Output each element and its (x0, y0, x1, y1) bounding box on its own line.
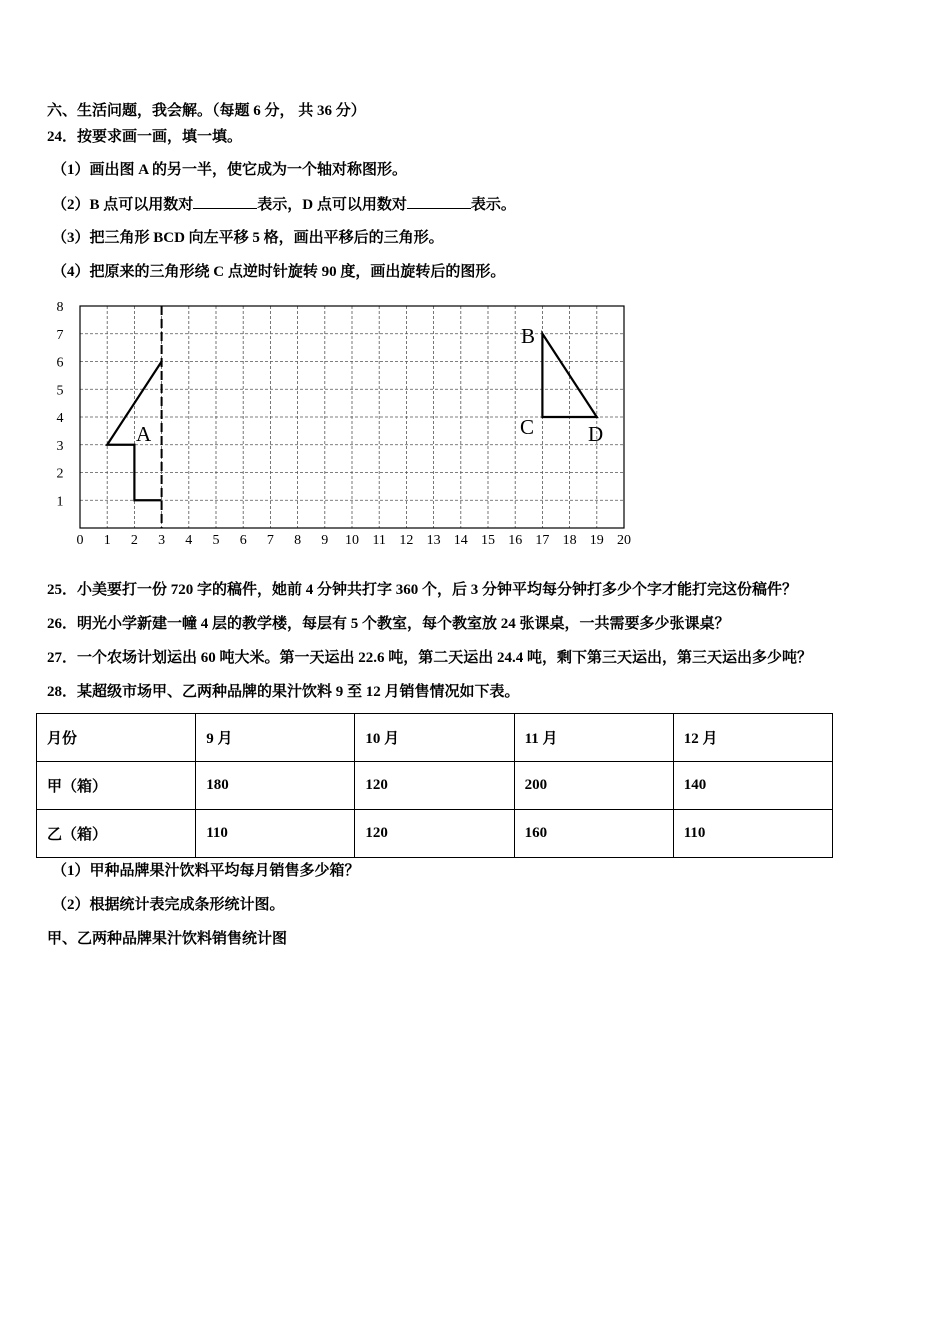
x-tick-label: 8 (294, 533, 302, 548)
coordinate-grid (40, 298, 640, 550)
label-a: A (136, 422, 152, 446)
part-2-text-b: 表示，D 点可以用数对 (257, 197, 407, 213)
table-cell: 200 (514, 762, 673, 810)
question-28-title: 28．某超级市场甲、乙两种品牌的果汁饮料 9 至 12 月销售情况如下表。 (47, 684, 520, 700)
question-24-part-4: （4）把原来的三角形绕 C 点逆时针旋转 90 度，画出旋转后的图形。 (52, 264, 506, 280)
y-tick-label: 2 (56, 466, 64, 482)
x-tick-label: 3 (158, 533, 166, 548)
x-tick-label: 9 (321, 533, 329, 548)
table-cell: 120 (355, 762, 514, 810)
table-header-cell: 11 月 (514, 714, 673, 762)
answer-blank-b[interactable] (193, 194, 257, 209)
question-26: 26．明光小学新建一幢 4 层的教学楼，每层有 5 个教室，每个教室放 24 张课桌，一共需要多少张课桌？ (47, 616, 730, 632)
table-cell: 140 (673, 762, 832, 810)
table-cell: 110 (673, 810, 832, 858)
table-row (37, 762, 833, 810)
x-tick-label: 16 (508, 533, 523, 548)
part-2-text-c: 表示。 (470, 197, 516, 213)
x-tick-label: 15 (481, 533, 495, 548)
question-25: 25．小美要打一份 720 字的稿件，她前 4 分钟共打字 360 个，后 3 分钟平均每分钟打多少个字才能打完这份稿件？ (47, 582, 798, 598)
x-tick-label: 13 (426, 533, 441, 548)
table-row (37, 810, 833, 858)
x-tick-label: 17 (535, 533, 550, 548)
table-header-cell: 10 月 (355, 714, 514, 762)
table-header-cell: 月份 (37, 714, 196, 762)
table-cell: 乙（箱） (37, 810, 196, 858)
y-tick-label: 6 (56, 355, 64, 371)
y-axis-ticks (57, 300, 64, 509)
x-tick-label: 19 (589, 533, 604, 548)
x-tick-label: 18 (562, 533, 577, 548)
y-tick-label: 8 (56, 300, 64, 315)
table-cell: 110 (196, 810, 355, 858)
answer-blank-d[interactable] (407, 194, 471, 209)
question-24-part-2 (52, 194, 516, 215)
y-tick-label: 3 (56, 438, 64, 454)
table-header-cell: 9 月 (196, 714, 355, 762)
x-tick-label: 20 (617, 533, 631, 548)
question-24-title: 24．按要求画一画，填一填。 (47, 129, 243, 145)
table-cell: 120 (355, 810, 514, 858)
x-tick-label: 6 (239, 533, 247, 548)
x-axis-ticks (77, 533, 632, 548)
x-tick-label: 0 (76, 533, 84, 548)
x-tick-label: 4 (185, 533, 193, 548)
x-tick-label: 11 (372, 533, 386, 548)
table-cell: 160 (514, 810, 673, 858)
sales-table (36, 713, 833, 858)
label-d: D (588, 422, 604, 446)
table-cell: 180 (196, 762, 355, 810)
question-24-part-1: （1）画出图 A 的另一半，使它成为一个轴对称图形。 (52, 162, 408, 178)
x-tick-label: 10 (345, 533, 359, 548)
y-tick-label: 5 (56, 383, 64, 399)
x-tick-label: 7 (266, 533, 274, 548)
table-header-cell: 12 月 (673, 714, 832, 762)
x-tick-label: 12 (399, 533, 414, 548)
y-tick-label: 1 (56, 494, 64, 510)
table-header-row (37, 714, 833, 762)
label-b: B (521, 324, 536, 348)
y-tick-label: 4 (56, 411, 64, 426)
y-tick-label: 7 (56, 327, 64, 343)
chart-title: 甲、乙两种品牌果汁饮料销售统计图 (47, 931, 288, 947)
x-tick-label: 2 (130, 533, 138, 548)
x-tick-label: 5 (212, 533, 220, 548)
question-28-part-2: （2）根据统计表完成条形统计图。 (52, 897, 285, 913)
x-tick-label: 1 (103, 533, 111, 548)
section-title: 六、生活问题，我会解。（每题 6 分， 共 36 分） (47, 103, 366, 119)
question-27: 27．一个农场计划运出 60 吨大米。第一天运出 22.6 吨，第二天运出 24.4 吨，剩下第三天运出，第三天运出多少吨？ (47, 650, 813, 666)
table-cell: 甲（箱） (37, 762, 196, 810)
part-2-text-a: （2）B 点可以用数对 (52, 197, 194, 213)
question-24-part-3: （3）把三角形 BCD 向左平移 5 格，画出平移后的三角形。 (52, 230, 444, 246)
x-tick-label: 14 (453, 533, 468, 548)
question-28-part-1: （1）甲种品牌果汁饮料平均每月销售多少箱？ (52, 863, 360, 879)
label-c: C (520, 415, 535, 439)
